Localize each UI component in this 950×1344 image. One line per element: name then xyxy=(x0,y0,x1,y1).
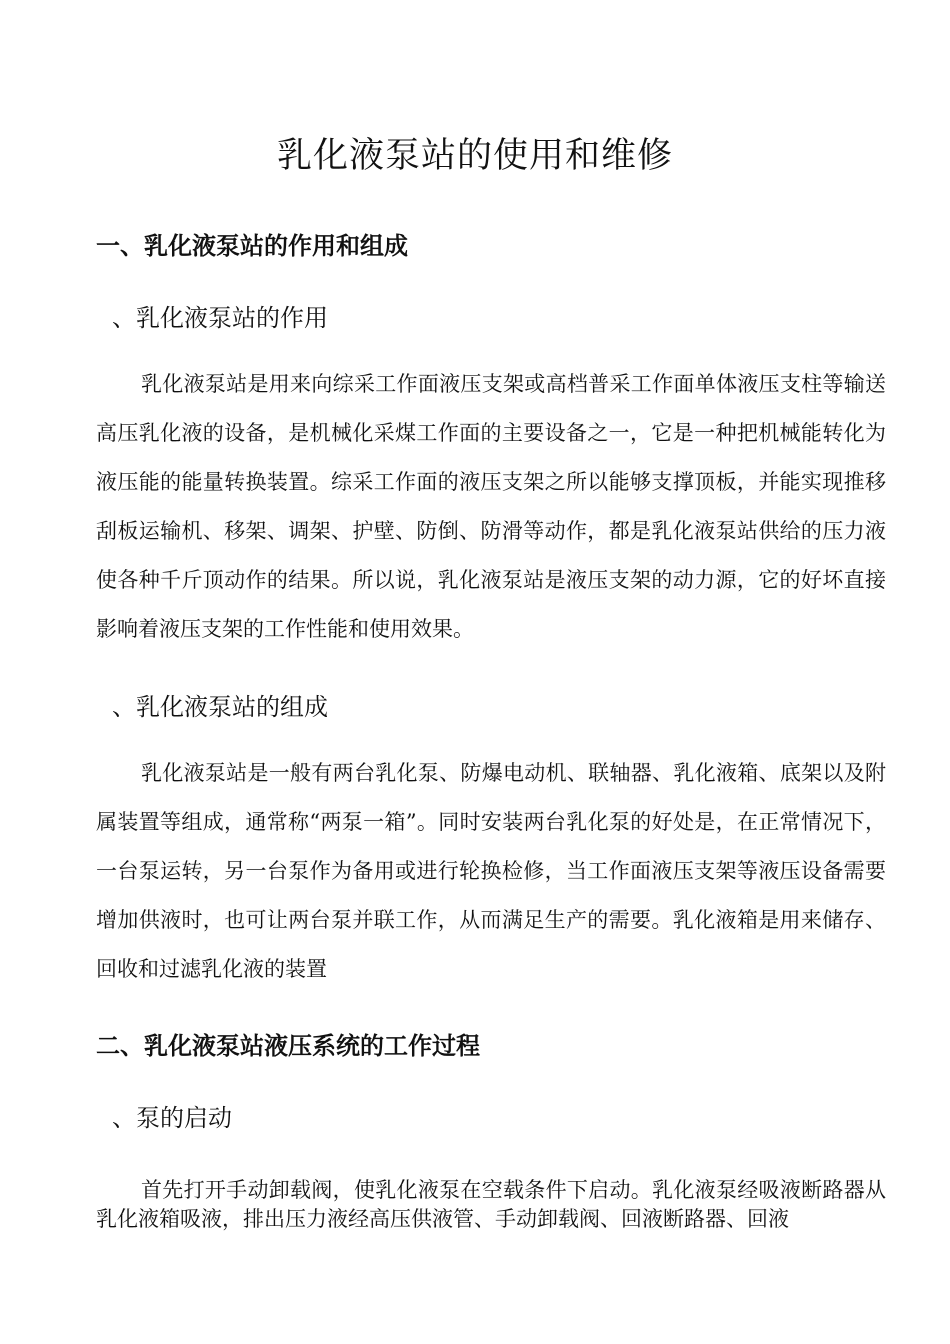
paragraph-function: 乳化液泵站是用来向综采工作面液压支架或高档普采工作面单体液压支柱等输送高压乳化液的设备，是机械化采煤工作面的主要设备之一，它是一种把机械能转化为液压能的能量转换装置。综采工作面的液压支架之所以能够支撑顶板，并能实现推移刮板运输机、移架、调架、护壁、防倒、防滑等动作，都是乳化液泵站供给的压力液使各种千斤顶动作的结果。所以说，乳化液泵站是液压支架的动力源，它的好坏直接影响着液压支架的工作性能和使用效果。 xyxy=(96,372,886,641)
subsection-heading-1-2: 、乳化液泵站的组成 xyxy=(112,693,328,721)
section-heading-2: 二、乳化液泵站液压系统的工作过程 xyxy=(96,1032,480,1060)
subsection-heading-2-1: 、泵的启动 xyxy=(112,1104,232,1132)
paragraph-composition: 乳化液泵站是一般有两台乳化泵、防爆电动机、联轴器、乳化液箱、底架以及附属装置等组成，通常称“两泵一箱”。同时安装两台乳化泵的好处是，在正常情况下，一台泵运转，另一台泵作为备用或进行轮换检修，当工作面液压支架等液压设备需要增加供液时，也可让两台泵并联工作，从而满足生产的需要。乳化液箱是用来储存、回收和过滤乳化液的装置 xyxy=(96,761,886,981)
document-title: 乳化液泵站的使用和维修 xyxy=(276,136,673,176)
paragraph-pump-start: 首先打开手动卸载阀，使乳化液泵在空载条件下启动。乳化液泵经吸液断路器从乳化液箱吸液，排出压力液经高压供液管、手动卸载阀、回液断路器、回液 xyxy=(96,1178,886,1231)
section-heading-1: 一、乳化液泵站的作用和组成 xyxy=(96,232,408,260)
subsection-heading-1-1: 、乳化液泵站的作用 xyxy=(112,304,328,332)
